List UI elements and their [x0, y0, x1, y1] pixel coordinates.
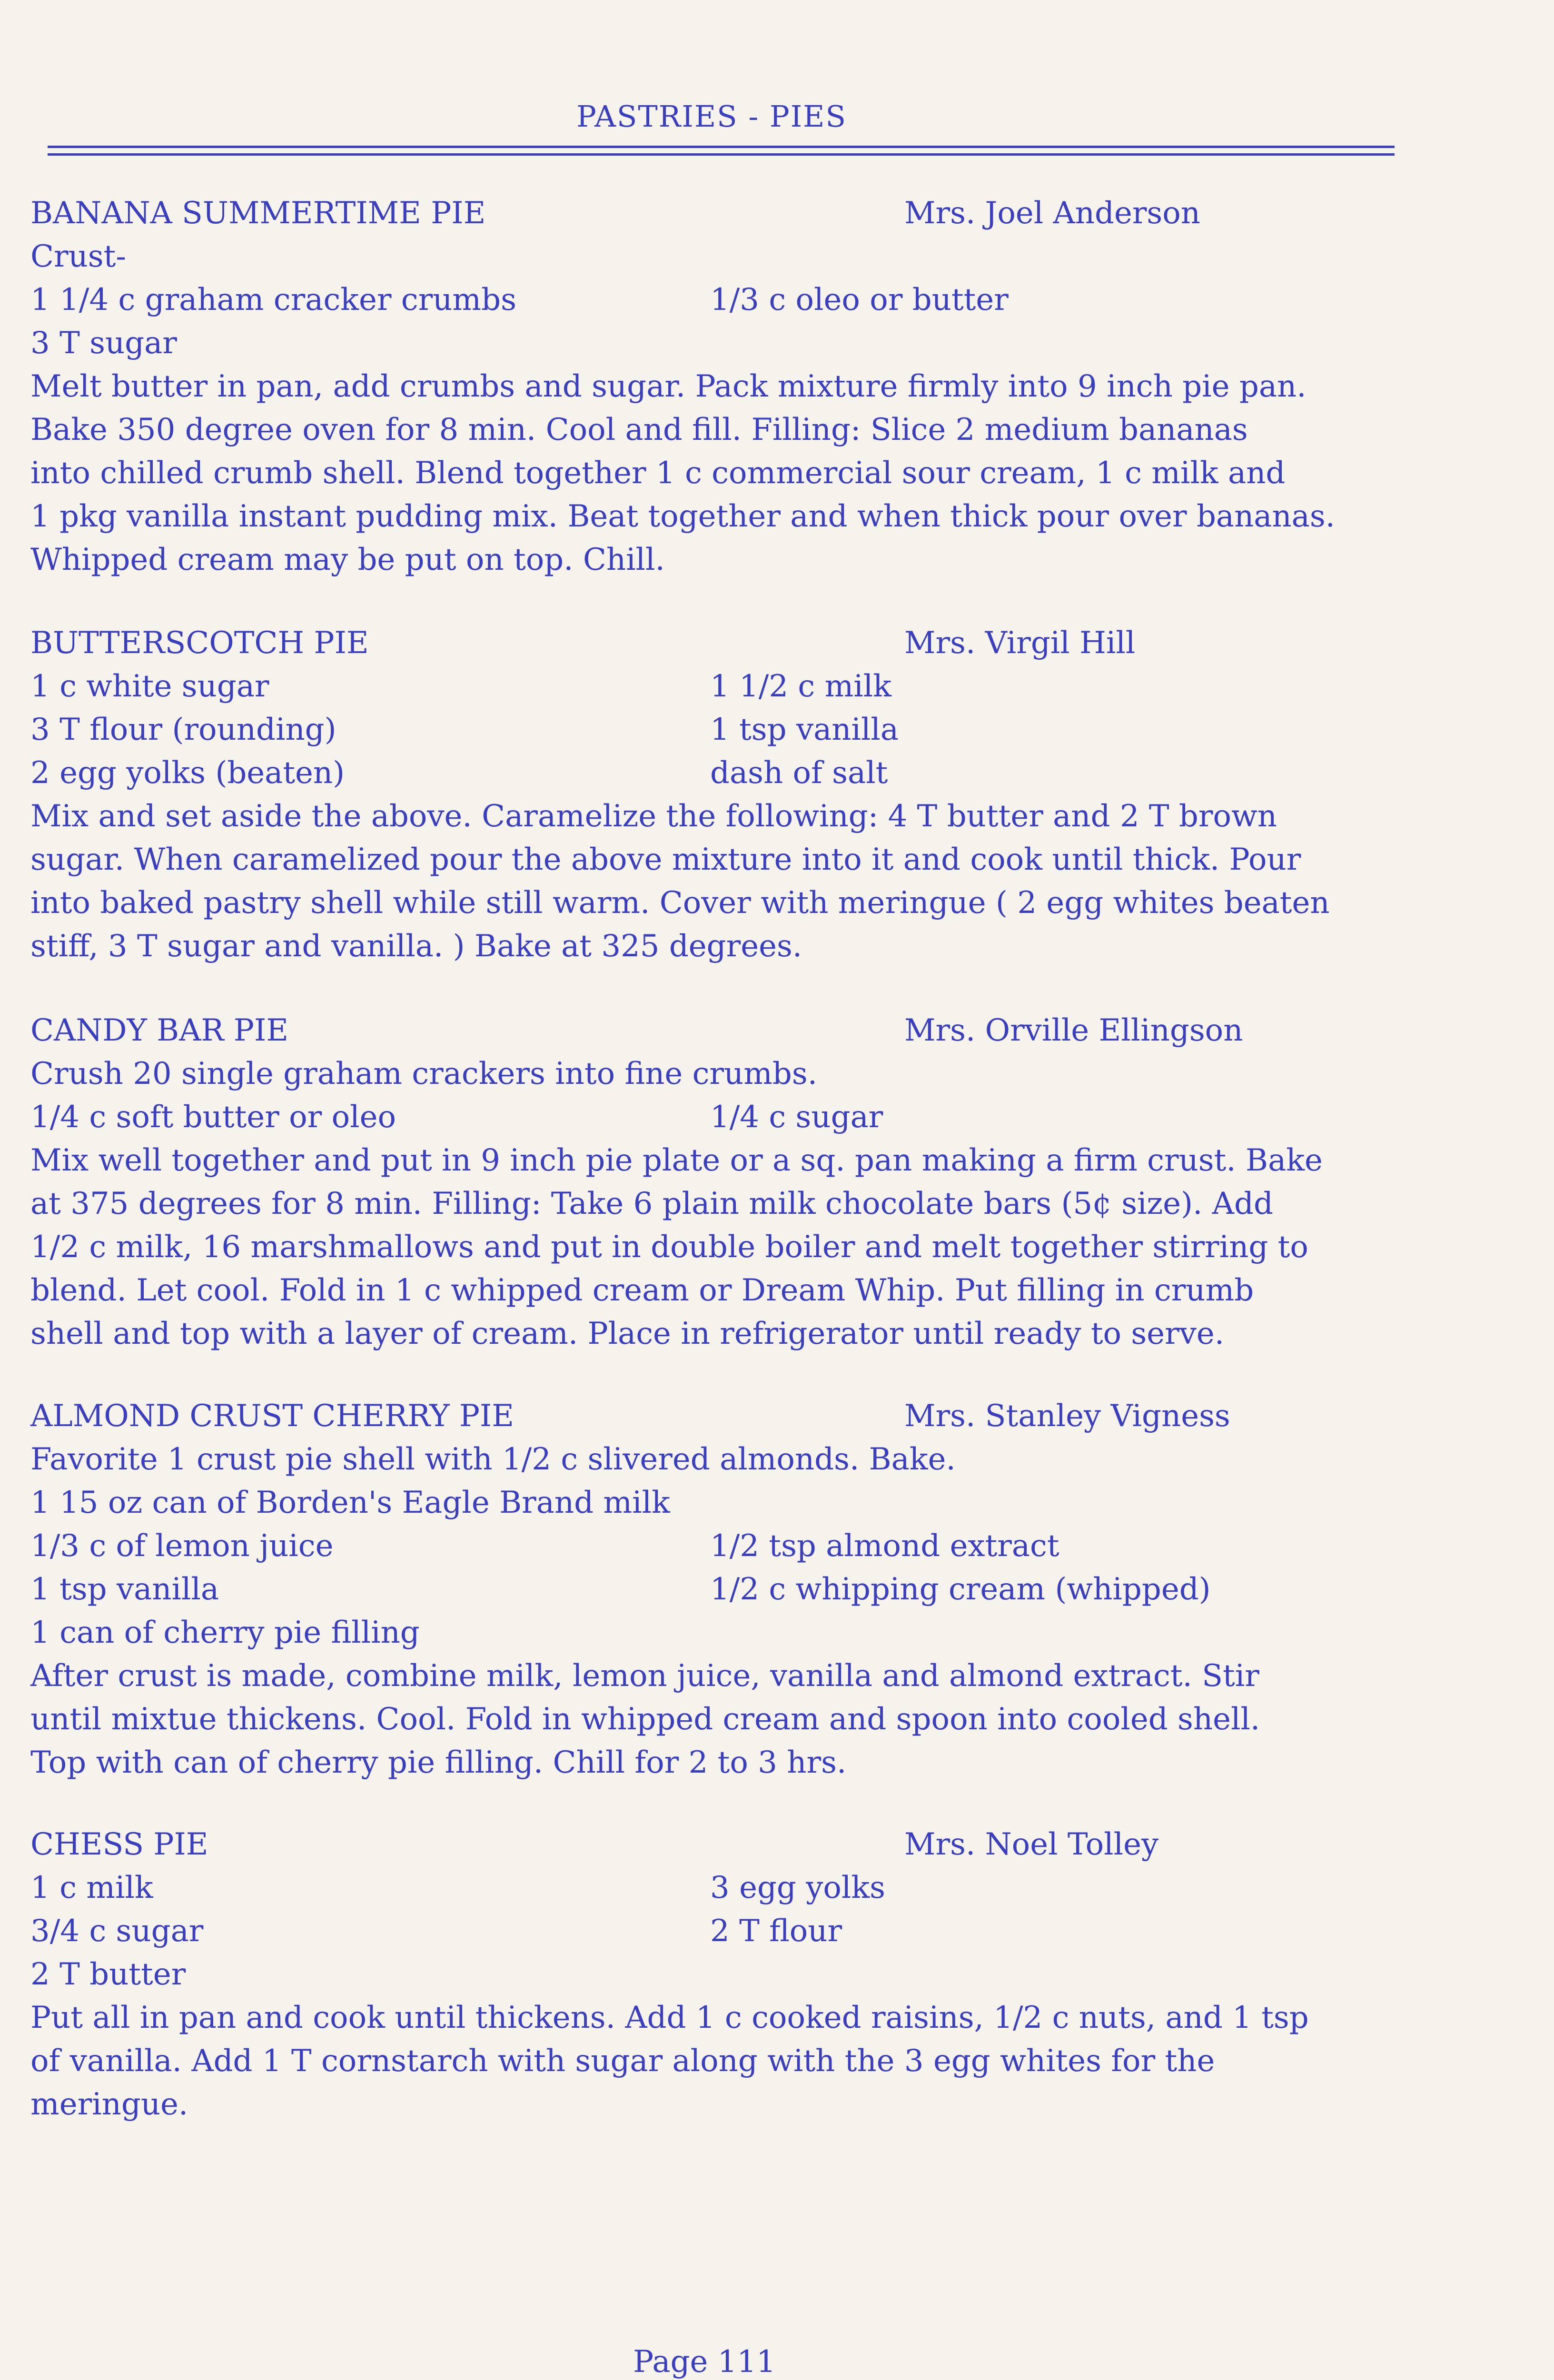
- instruction-line: until mixtue thickens. Cool. Fold in whipped cream and spoon into cooled shell.: [30, 1702, 1260, 1737]
- ingredient: 1/2 c whipping cream (whipped): [710, 1572, 1211, 1607]
- ingredient: 3 T sugar: [30, 326, 177, 361]
- recipe-butterscotch-pie: [30, 622, 1477, 968]
- instruction-line: 1 pkg vanilla instant pudding mix. Beat together and when thick pour over bananas.: [30, 499, 1335, 534]
- ingredient: 1 tsp vanilla: [30, 1572, 219, 1607]
- recipe-candy-bar-pie: [30, 1009, 1477, 1356]
- recipe-line: Favorite 1 crust pie shell with 1/2 c slivered almonds. Bake.: [30, 1442, 956, 1477]
- instruction-line: Mix and set aside the above. Caramelize the following: 4 T butter and 2 T brown: [30, 799, 1277, 834]
- ingredient: 1/4 c soft butter or oleo: [30, 1100, 396, 1135]
- ingredient: 1 c milk: [30, 1870, 153, 1905]
- recipe-author: Mrs. Noel Tolley: [904, 1827, 1159, 1862]
- recipe-line: Crust-: [30, 239, 126, 274]
- ingredient: 1 c white sugar: [30, 669, 269, 704]
- recipe-title: BUTTERSCOTCH PIE: [30, 625, 369, 661]
- recipe-author: Mrs. Stanley Vigness: [904, 1398, 1230, 1434]
- ingredient: 2 T butter: [30, 1957, 186, 1992]
- ingredient: 2 egg yolks (beaten): [30, 755, 345, 791]
- ingredient: 1 1/4 c graham cracker crumbs: [30, 282, 516, 317]
- ingredient: 1/3 c of lemon juice: [30, 1528, 334, 1564]
- ingredient: 1 tsp vanilla: [710, 712, 899, 747]
- instruction-line: Bake 350 degree oven for 8 min. Cool and fill. Filling: Slice 2 medium bananas: [30, 412, 1248, 447]
- instruction-line: of vanilla. Add 1 T cornstarch with sugar along with the 3 egg whites for the: [30, 2043, 1215, 2079]
- instruction-line: stiff, 3 T sugar and vanilla. ) Bake at 325 degrees.: [30, 929, 802, 964]
- instruction-line: Top with can of cherry pie filling. Chill for 2 to 3 hrs.: [30, 1745, 847, 1780]
- recipe-title: BANANA SUMMERTIME PIE: [30, 196, 486, 231]
- ingredient: 1/3 c oleo or butter: [710, 282, 1009, 317]
- recipe-author: Mrs. Orville Ellingson: [904, 1013, 1243, 1048]
- instruction-line: blend. Let cool. Fold in 1 c whipped cream or Dream Whip. Put filling in crumb: [30, 1273, 1254, 1308]
- header-rule-bottom: [48, 153, 1395, 156]
- ingredient: 2 T flour: [710, 1914, 842, 1949]
- instruction-line: shell and top with a layer of cream. Place in refrigerator until ready to serve.: [30, 1316, 1225, 1351]
- instruction-line: into chilled crumb shell. Blend together 1 c commercial sour cream, 1 c milk and: [30, 456, 1286, 491]
- instruction-line: Melt butter in pan, add crumbs and sugar. Pack mixture firmly into 9 inch pie pan.: [30, 369, 1307, 404]
- recipe-title: CHESS PIE: [30, 1827, 208, 1862]
- ingredient: dash of salt: [710, 755, 888, 791]
- ingredient: 1 can of cherry pie filling: [30, 1615, 420, 1650]
- header-rule-top: [48, 146, 1395, 148]
- instruction-line: sugar. When caramelized pour the above mixture into it and cook until thick. Pour: [30, 842, 1301, 877]
- instruction-line: at 375 degrees for 8 min. Filling: Take 6 plain milk chocolate bars (5¢ size). Add: [30, 1186, 1273, 1221]
- ingredient: 1/4 c sugar: [710, 1100, 883, 1135]
- instruction-line: meringue.: [30, 2087, 188, 2122]
- instruction-line: Mix well together and put in 9 inch pie plate or a sq. pan making a firm crust. Bake: [30, 1143, 1323, 1178]
- instruction-line: 1/2 c milk, 16 marshmallows and put in double boiler and melt together stirring to: [30, 1230, 1308, 1265]
- recipe-title: ALMOND CRUST CHERRY PIE: [30, 1398, 514, 1434]
- instruction-line: After crust is made, combine milk, lemon juice, vanilla and almond extract. Stir: [30, 1658, 1259, 1694]
- page-number: Page 111: [633, 2344, 776, 2380]
- ingredient: 3 T flour (rounding): [30, 712, 337, 747]
- section-header: PASTRIES - PIES: [576, 99, 847, 134]
- recipe-title: CANDY BAR PIE: [30, 1013, 288, 1048]
- ingredient: 3/4 c sugar: [30, 1914, 204, 1949]
- recipe-author: Mrs. Joel Anderson: [904, 196, 1200, 231]
- recipe-line: Crush 20 single graham crackers into fine crumbs.: [30, 1056, 818, 1091]
- ingredient: 1 15 oz can of Borden's Eagle Brand milk: [30, 1485, 670, 1520]
- recipe-almond-crust-cherry-pie: [30, 1395, 1477, 1785]
- instruction-line: Put all in pan and cook until thickens. Add 1 c cooked raisins, 1/2 c nuts, and 1 tsp: [30, 2000, 1309, 2035]
- ingredient: 1 1/2 c milk: [710, 669, 891, 704]
- ingredient: 3 egg yolks: [710, 1870, 885, 1905]
- instruction-line: into baked pastry shell while still warm. Cover with meringue ( 2 egg whites beaten: [30, 885, 1330, 921]
- ingredient: 1/2 tsp almond extract: [710, 1528, 1059, 1564]
- recipe-author: Mrs. Virgil Hill: [904, 625, 1136, 661]
- recipe-banana-summertime-pie: [30, 192, 1477, 582]
- recipe-chess-pie: [30, 1823, 1477, 2126]
- instruction-line: Whipped cream may be put on top. Chill.: [30, 542, 665, 577]
